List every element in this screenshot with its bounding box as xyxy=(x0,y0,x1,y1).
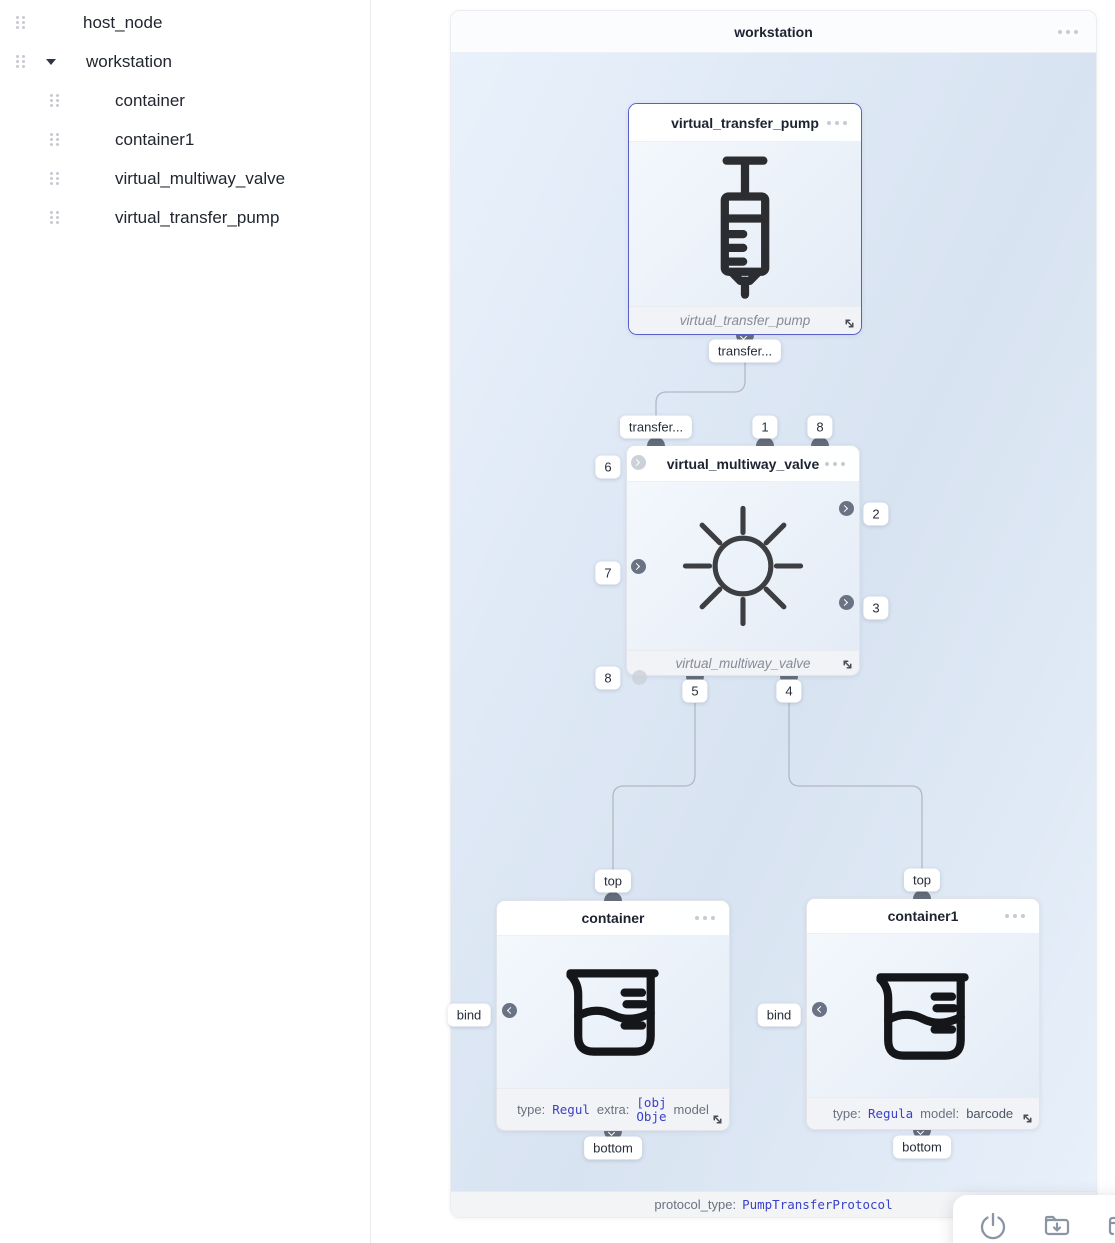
folder-download-icon[interactable] xyxy=(1041,1209,1073,1241)
sidebar-item-container[interactable] xyxy=(0,81,370,120)
node-body xyxy=(627,482,859,650)
port-label-valve-5[interactable]: 5 xyxy=(682,680,707,703)
model-label: model: xyxy=(920,1106,960,1121)
sidebar-item-virtual-transfer-pump[interactable] xyxy=(0,198,370,237)
port-label-valve-3[interactable]: 3 xyxy=(863,597,888,620)
port-valve-7[interactable] xyxy=(631,559,646,574)
node-virtual-multiway-valve[interactable] xyxy=(626,445,860,676)
node-header[interactable] xyxy=(497,901,729,936)
node-header[interactable] xyxy=(629,104,861,142)
drag-handle-icon[interactable] xyxy=(50,94,53,97)
sidebar-item-label[interactable]: virtual_multiway_valve xyxy=(115,168,286,188)
node-container[interactable] xyxy=(496,900,730,1131)
node-menu-ellipsis-icon[interactable] xyxy=(691,912,719,924)
canvas-action-toolbar xyxy=(953,1195,1115,1243)
node-menu-ellipsis-icon[interactable] xyxy=(821,458,849,470)
port-label-container1-bind[interactable]: bind xyxy=(758,1004,801,1027)
clipped-panel-icon[interactable] xyxy=(1105,1209,1115,1241)
extra-value: [obj Obje xyxy=(636,1095,667,1124)
port-valve-6[interactable] xyxy=(631,455,646,470)
node-caption: virtual_transfer_pump xyxy=(679,313,811,328)
port-container1-bind[interactable] xyxy=(812,1002,827,1017)
node-title: virtual_multiway_valve xyxy=(666,455,820,472)
sidebar-item-virtual-multiway-valve[interactable] xyxy=(0,159,370,198)
port-label-valve-4[interactable]: 4 xyxy=(776,680,801,703)
node-title: virtual_transfer_pump xyxy=(671,114,819,131)
port-label-pump-transfer[interactable]: transfer... xyxy=(709,340,781,363)
port-label-container-bottom[interactable]: bottom xyxy=(584,1137,642,1160)
model-value: barcode xyxy=(966,1106,1014,1121)
node-footer xyxy=(627,650,859,675)
beaker-icon xyxy=(555,953,671,1071)
type-label: type: xyxy=(517,1102,546,1117)
node-caption: virtual_multiway_valve xyxy=(675,655,811,671)
port-label-valve-transfer[interactable]: transfer... xyxy=(620,416,692,439)
port-label-valve-8-top[interactable]: 8 xyxy=(807,416,832,439)
node-header[interactable] xyxy=(807,899,1039,934)
port-label-valve-8-left[interactable]: 8 xyxy=(595,667,620,690)
port-valve-8-left[interactable] xyxy=(632,670,647,685)
port-label-valve-2[interactable]: 2 xyxy=(863,503,888,526)
port-label-container1-bottom[interactable]: bottom xyxy=(893,1136,951,1159)
chevron-down-icon[interactable] xyxy=(46,59,56,65)
resize-handle-icon[interactable] xyxy=(841,658,854,671)
node-menu-ellipsis-icon[interactable] xyxy=(823,117,851,129)
port-label-valve-6[interactable]: 6 xyxy=(595,456,620,479)
node-header[interactable] xyxy=(627,446,859,482)
type-value: Regula xyxy=(868,1106,914,1121)
resize-handle-icon[interactable] xyxy=(843,317,856,330)
sidebar-item-label[interactable]: workstation xyxy=(86,51,172,71)
power-icon[interactable] xyxy=(977,1209,1009,1241)
port-label-valve-1[interactable]: 1 xyxy=(752,416,777,439)
sidebar-item-label[interactable]: virtual_transfer_pump xyxy=(115,207,280,227)
model-label: model xyxy=(673,1102,709,1117)
extra-label: extra: xyxy=(596,1102,630,1117)
sidebar-item-label[interactable]: container xyxy=(115,90,185,110)
node-fields xyxy=(807,1106,1039,1121)
syringe-icon xyxy=(689,146,801,302)
resize-handle-icon[interactable] xyxy=(1021,1112,1034,1125)
sidebar-item-host-node[interactable] xyxy=(0,3,370,42)
port-label-container-bind[interactable]: bind xyxy=(448,1004,491,1027)
port-label-container-top[interactable]: top xyxy=(595,870,631,893)
device-tree-sidebar xyxy=(0,0,371,1243)
panel-menu-ellipsis-icon[interactable] xyxy=(1054,26,1082,38)
sidebar-item-container1[interactable] xyxy=(0,120,370,159)
node-body xyxy=(497,936,729,1088)
panel-title: workstation xyxy=(734,23,813,40)
port-label-container1-top[interactable]: top xyxy=(904,869,940,892)
port-label-valve-7[interactable]: 7 xyxy=(595,562,620,585)
node-body xyxy=(629,142,861,306)
node-footer xyxy=(629,306,861,334)
protocol-type-value: PumpTransferProtocol xyxy=(742,1197,893,1212)
node-menu-ellipsis-icon[interactable] xyxy=(1001,910,1029,922)
drag-handle-icon[interactable] xyxy=(50,211,53,214)
sidebar-item-label[interactable]: host_node xyxy=(83,12,163,32)
node-title: container1 xyxy=(887,908,959,924)
beaker-icon xyxy=(865,957,981,1075)
workstation-panel-header xyxy=(451,11,1096,53)
port-container-bind[interactable] xyxy=(502,1003,517,1018)
sidebar-item-workstation[interactable] xyxy=(0,42,370,81)
node-body xyxy=(807,934,1039,1097)
port-valve-2[interactable] xyxy=(839,501,854,516)
node-footer xyxy=(497,1088,729,1130)
resize-handle-icon[interactable] xyxy=(711,1113,724,1126)
type-value: Regul xyxy=(552,1102,590,1117)
sidebar-item-label[interactable]: container1 xyxy=(115,129,195,149)
drag-handle-icon[interactable] xyxy=(50,172,53,175)
port-valve-3[interactable] xyxy=(839,595,854,610)
valve-icon xyxy=(678,501,808,631)
node-title: container xyxy=(581,910,645,926)
type-label: type: xyxy=(832,1106,861,1121)
node-virtual-transfer-pump[interactable] xyxy=(628,103,862,335)
drag-handle-icon[interactable] xyxy=(50,133,53,136)
drag-handle-icon[interactable] xyxy=(16,55,19,58)
node-fields xyxy=(497,1096,729,1124)
protocol-type-label: protocol_type: xyxy=(654,1197,737,1212)
node-container1[interactable] xyxy=(806,898,1040,1130)
drag-handle-icon[interactable] xyxy=(16,16,19,19)
node-footer xyxy=(807,1097,1039,1129)
